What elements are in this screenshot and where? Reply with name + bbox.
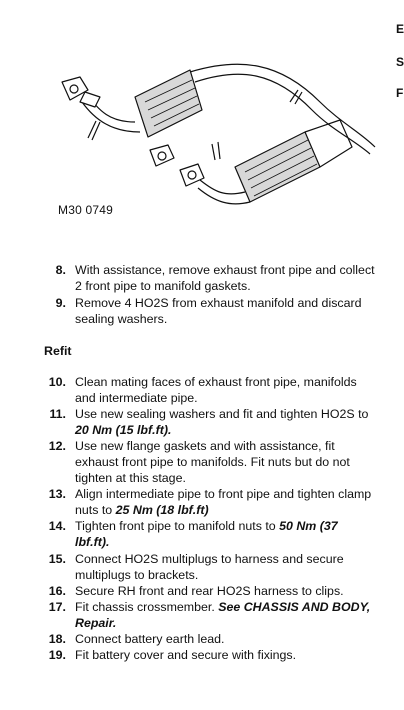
step-text-run: Align intermediate pipe to front pipe and tighten clamp nuts to bbox=[75, 487, 372, 517]
step-number: 12. bbox=[48, 439, 66, 453]
side-letter-2: S bbox=[396, 55, 404, 69]
spec-reference: 25 Nm (18 lbf.ft) bbox=[115, 502, 209, 517]
step-text bbox=[75, 263, 375, 295]
step-number: 14. bbox=[48, 519, 66, 533]
step-number: 19. bbox=[48, 648, 66, 662]
side-letter-1: E bbox=[396, 22, 404, 36]
step-text-run: With assistance, remove exhaust front pipe and collect 2 front pipe to manifold gaskets. bbox=[75, 263, 375, 293]
step-text bbox=[75, 584, 375, 600]
step-text bbox=[75, 296, 375, 328]
step-text bbox=[75, 648, 375, 664]
exhaust-front-pipe-illustration bbox=[40, 52, 380, 212]
step-text bbox=[75, 407, 375, 439]
step-text bbox=[75, 439, 375, 486]
step-number: 13. bbox=[48, 487, 66, 501]
step-number: 9. bbox=[55, 296, 66, 310]
step-text-run: Use new flange gaskets and with assistance, fit exhaust front pipe to manifolds. Fit nuts but do not tighten at this stage. bbox=[75, 439, 350, 485]
step-text-run: Connect battery earth lead. bbox=[75, 632, 225, 646]
step-text-run: Fit chassis crossmember. bbox=[75, 600, 219, 614]
spec-reference: 20 Nm (15 lbf.ft). bbox=[75, 422, 172, 437]
figure-caption: M30 0749 bbox=[58, 203, 113, 217]
step-text-run: Use new sealing washers and fit and tighten HO2S to bbox=[75, 407, 369, 421]
exhaust-diagram bbox=[40, 52, 380, 212]
step-text bbox=[75, 600, 375, 632]
step-number: 16. bbox=[48, 584, 66, 598]
step-number: 17. bbox=[48, 600, 66, 614]
step-number: 11. bbox=[49, 407, 66, 421]
step-text bbox=[75, 632, 375, 648]
step-text bbox=[75, 552, 375, 584]
spec-reference: See CHASSIS AND BODY, Repair. bbox=[75, 600, 371, 630]
step-text-run: Tighten front pipe to manifold nuts to bbox=[75, 519, 280, 533]
step-text-run: Secure RH front and rear HO2S harness to clips. bbox=[75, 584, 344, 598]
step-text-run: Clean mating faces of exhaust front pipe, manifolds and intermediate pipe. bbox=[75, 375, 357, 405]
step-number: 18. bbox=[48, 632, 66, 646]
step-text bbox=[75, 487, 375, 519]
step-text-run: Connect HO2S multiplugs to harness and secure multiplugs to brackets. bbox=[75, 552, 344, 582]
step-text-run: Fit battery cover and secure with fixings. bbox=[75, 648, 297, 662]
side-letter-3: F bbox=[396, 86, 404, 100]
step-number: 8. bbox=[55, 263, 66, 277]
step-text-run: Remove 4 HO2S from exhaust manifold and discard sealing washers. bbox=[75, 296, 362, 326]
refit-heading: Refit bbox=[44, 344, 72, 358]
step-text bbox=[75, 375, 375, 407]
step-text bbox=[75, 519, 375, 551]
step-number: 15. bbox=[48, 552, 66, 566]
step-number: 10. bbox=[48, 375, 66, 389]
spec-reference: 50 Nm (37 lbf.ft). bbox=[75, 519, 338, 549]
